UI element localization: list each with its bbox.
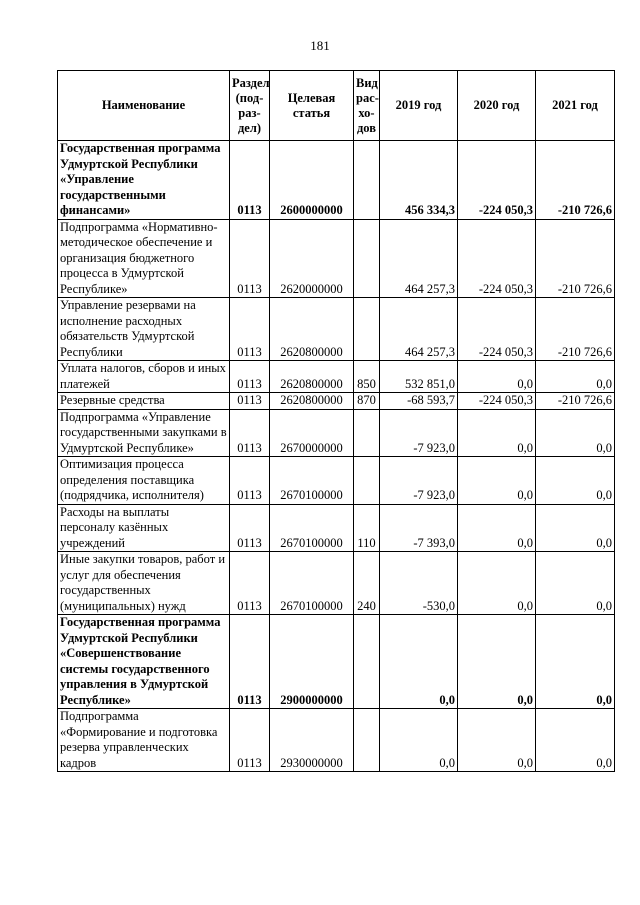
cell-kind: 850 [354,361,380,393]
cell-2020: -224 050,3 [458,298,536,361]
cell-target: 2620800000 [270,393,354,410]
cell-section: 0113 [230,709,270,772]
cell-target: 2600000000 [270,141,354,220]
table-row [58,298,615,361]
page-number: 181 [310,38,330,53]
cell-section: 0113 [230,141,270,220]
cell-2020: 0,0 [458,552,536,615]
cell-name: Государственная программа Удмуртской Республики «Совершенствование системы государственного управления в Удмуртской Республике» [58,615,230,709]
cell-2021: -210 726,6 [536,393,615,410]
cell-name: Подпрограмма «Управление государственными закупками в Удмуртской Республике» [58,409,230,457]
header-name: Наименование [58,71,230,141]
cell-2020: 0,0 [458,361,536,393]
cell-target: 2670100000 [270,504,354,552]
table-row [58,219,615,298]
cell-2019: -530,0 [380,552,458,615]
cell-name: Резервные средства [58,393,230,410]
cell-2021: 0,0 [536,504,615,552]
cell-2020: 0,0 [458,504,536,552]
cell-2019: 464 257,3 [380,298,458,361]
cell-section: 0113 [230,393,270,410]
cell-section: 0113 [230,219,270,298]
cell-kind [354,141,380,220]
cell-section: 0113 [230,298,270,361]
table-header-row [58,71,615,141]
cell-2021: 0,0 [536,409,615,457]
cell-name: Государственная программа Удмуртской Республики «Управление государственными финансами» [58,141,230,220]
cell-name: Управление резервами на исполнение расходных обязательств Удмуртской Республики [58,298,230,361]
cell-kind [354,615,380,709]
cell-2019: 464 257,3 [380,219,458,298]
budget-table [57,70,615,772]
cell-2021: -210 726,6 [536,141,615,220]
cell-2020: 0,0 [458,709,536,772]
cell-kind [354,709,380,772]
table-body [58,141,615,772]
cell-2019: 0,0 [380,615,458,709]
cell-section: 0113 [230,457,270,505]
table-row [58,393,615,410]
cell-section: 0113 [230,361,270,393]
cell-name: Расходы на выплаты персоналу казённых учреждений [58,504,230,552]
cell-2021: -210 726,6 [536,298,615,361]
cell-kind: 240 [354,552,380,615]
cell-2019: -7 923,0 [380,409,458,457]
cell-section: 0113 [230,504,270,552]
cell-2021: -210 726,6 [536,219,615,298]
cell-2020: 0,0 [458,615,536,709]
cell-target: 2620800000 [270,361,354,393]
cell-kind [354,298,380,361]
cell-2019: -7 393,0 [380,504,458,552]
cell-2019: 532 851,0 [380,361,458,393]
cell-name: Оптимизация процесса определения поставщика (подрядчика, исполнителя) [58,457,230,505]
cell-target: 2670000000 [270,409,354,457]
cell-2019: -7 923,0 [380,457,458,505]
cell-target: 2670100000 [270,552,354,615]
table-row [58,457,615,505]
cell-2020: -224 050,3 [458,141,536,220]
header-target: Целевая статья [270,71,354,141]
cell-2021: 0,0 [536,615,615,709]
cell-2019: 456 334,3 [380,141,458,220]
cell-name: Подпрограмма «Нормативно-методическое обеспечение и организация бюджетного процесса в Удмуртской Республике» [58,219,230,298]
cell-2021: 0,0 [536,361,615,393]
cell-2021: 0,0 [536,552,615,615]
cell-kind [354,457,380,505]
cell-name: Иные закупки товаров, работ и услуг для обеспечения государственных (муниципальных) нужд [58,552,230,615]
cell-kind: 870 [354,393,380,410]
cell-section: 0113 [230,615,270,709]
cell-2020: -224 050,3 [458,219,536,298]
cell-2020: 0,0 [458,409,536,457]
cell-2020: 0,0 [458,457,536,505]
cell-target: 2930000000 [270,709,354,772]
table-row [58,141,615,220]
header-2020: 2020 год [458,71,536,141]
cell-section: 0113 [230,409,270,457]
table-row [58,615,615,709]
table-row [58,504,615,552]
cell-name: Уплата налогов, сборов и иных платежей [58,361,230,393]
cell-target: 2900000000 [270,615,354,709]
cell-kind [354,219,380,298]
table-row [58,552,615,615]
header-2019: 2019 год [380,71,458,141]
cell-2021: 0,0 [536,457,615,505]
table-row [58,709,615,772]
header-section: Раздел (под-раз-дел) [230,71,270,141]
cell-target: 2620800000 [270,298,354,361]
cell-kind [354,409,380,457]
cell-section: 0113 [230,552,270,615]
cell-target: 2620000000 [270,219,354,298]
table-row [58,361,615,393]
cell-target: 2670100000 [270,457,354,505]
cell-2020: -224 050,3 [458,393,536,410]
header-kind: Вид рас-хо-дов [354,71,380,141]
table-row [58,409,615,457]
cell-2019: -68 593,7 [380,393,458,410]
cell-name: Подпрограмма «Формирование и подготовка резерва управленческих кадров [58,709,230,772]
cell-2019: 0,0 [380,709,458,772]
cell-kind: 110 [354,504,380,552]
cell-2021: 0,0 [536,709,615,772]
header-2021: 2021 год [536,71,615,141]
